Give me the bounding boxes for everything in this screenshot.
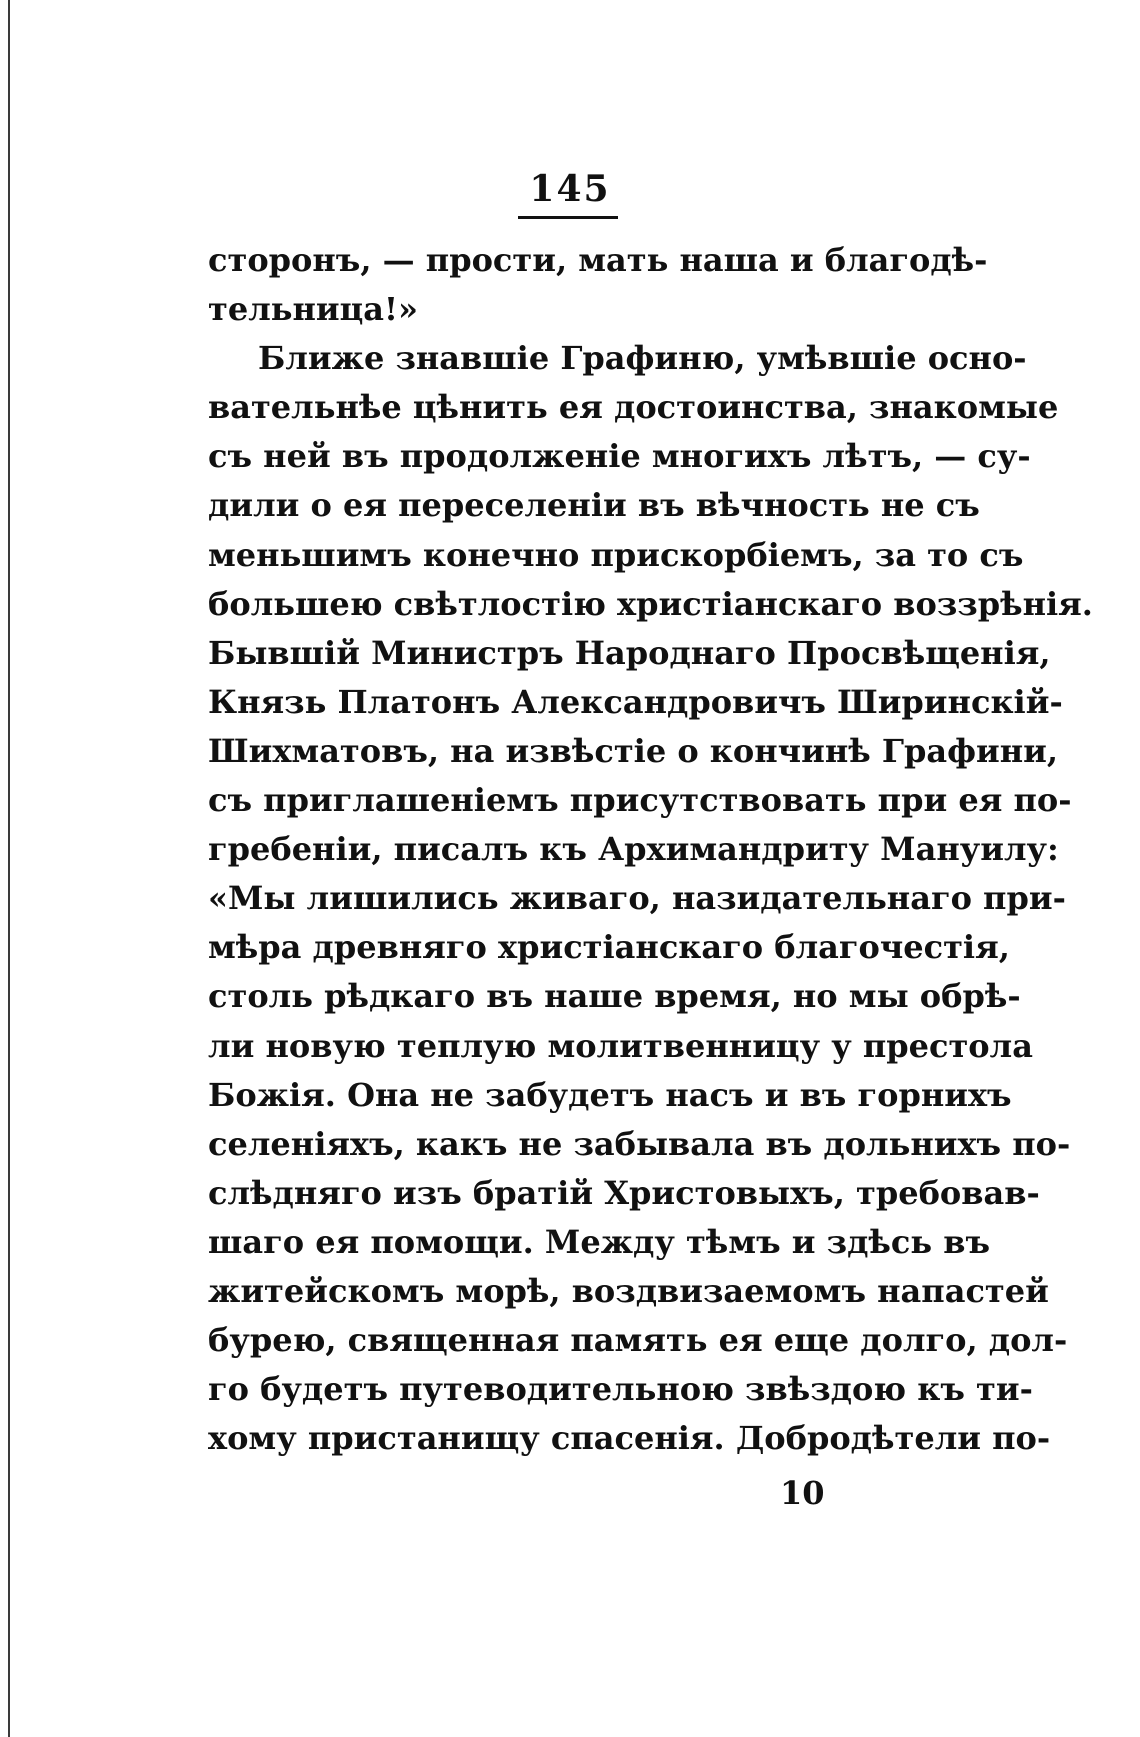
signature-mark: 10 (780, 1474, 825, 1512)
body-text (208, 236, 1093, 1463)
text-line: гребеніи, писалъ къ Архимандриту Мануилу: (208, 830, 1059, 869)
text-line: сторонъ, — прости, мать наша и благодѣ- (208, 241, 988, 279)
text-line: меньшимъ конечно прискорбіемъ, за то съ (208, 535, 1024, 574)
text-line: бурею, священная память ея еще долго, дол- (208, 1321, 1068, 1360)
text-line: съ приглашеніемъ присутствовать при ея по- (208, 781, 1072, 820)
page-number: 145 (529, 168, 611, 210)
text-line: шаго ея помощи. Между тѣмъ и здѣсь въ (208, 1222, 991, 1261)
text-line: хому пристанищу спасенія. Добродѣтели по- (208, 1419, 1051, 1458)
text-line: Бывшій Министръ Народнаго Просвѣщенія, (208, 633, 1051, 672)
text-line: мѣра древняго христіанскаго благочестія, (208, 928, 1010, 967)
text-line: ли новую теплую молитвенницу у престола (208, 1026, 1033, 1065)
text-line: слѣдняго изъ братій Христовыхъ, требовав- (208, 1173, 1040, 1212)
text-line: большею свѣтлостію христіанскаго воззрѣнія. (208, 584, 1093, 623)
text-line: Божія. Она не забудетъ насъ и въ горнихъ (208, 1075, 1012, 1114)
text-line: Ближе знавшіе Графиню, умѣвшіе осно- (258, 339, 1027, 378)
text-line: съ ней въ продолженіе многихъ лѣтъ, — су- (208, 437, 1031, 476)
text-line: вательнѣе цѣнить ея достоинства, знакомые (208, 388, 1059, 427)
text-line: дили о ея переселеніи въ вѣчность не съ (208, 486, 980, 525)
scan-edge (8, 0, 10, 1737)
text-line: столь рѣдкаго въ наше время, но мы обрѣ- (208, 977, 1021, 1016)
text-line: селеніяхъ, какъ не забывала въ дольнихъ по- (208, 1124, 1071, 1163)
text-line: «Мы лишились живаго, назидательнаго при- (208, 879, 1066, 918)
text-line: житейскомъ морѣ, воздвизаемомъ напастей (208, 1271, 1049, 1310)
text-line: Князь Платонъ Александровичъ Ширинскій- (208, 682, 1063, 721)
text-line: го будетъ путеводительною звѣздою къ ти- (208, 1370, 1033, 1409)
text-line: Шихматовъ, на извѣстіе о кончинѣ Графини, (208, 731, 1058, 770)
text-line: тельница!» (208, 290, 419, 329)
page-number-rule (518, 216, 618, 219)
